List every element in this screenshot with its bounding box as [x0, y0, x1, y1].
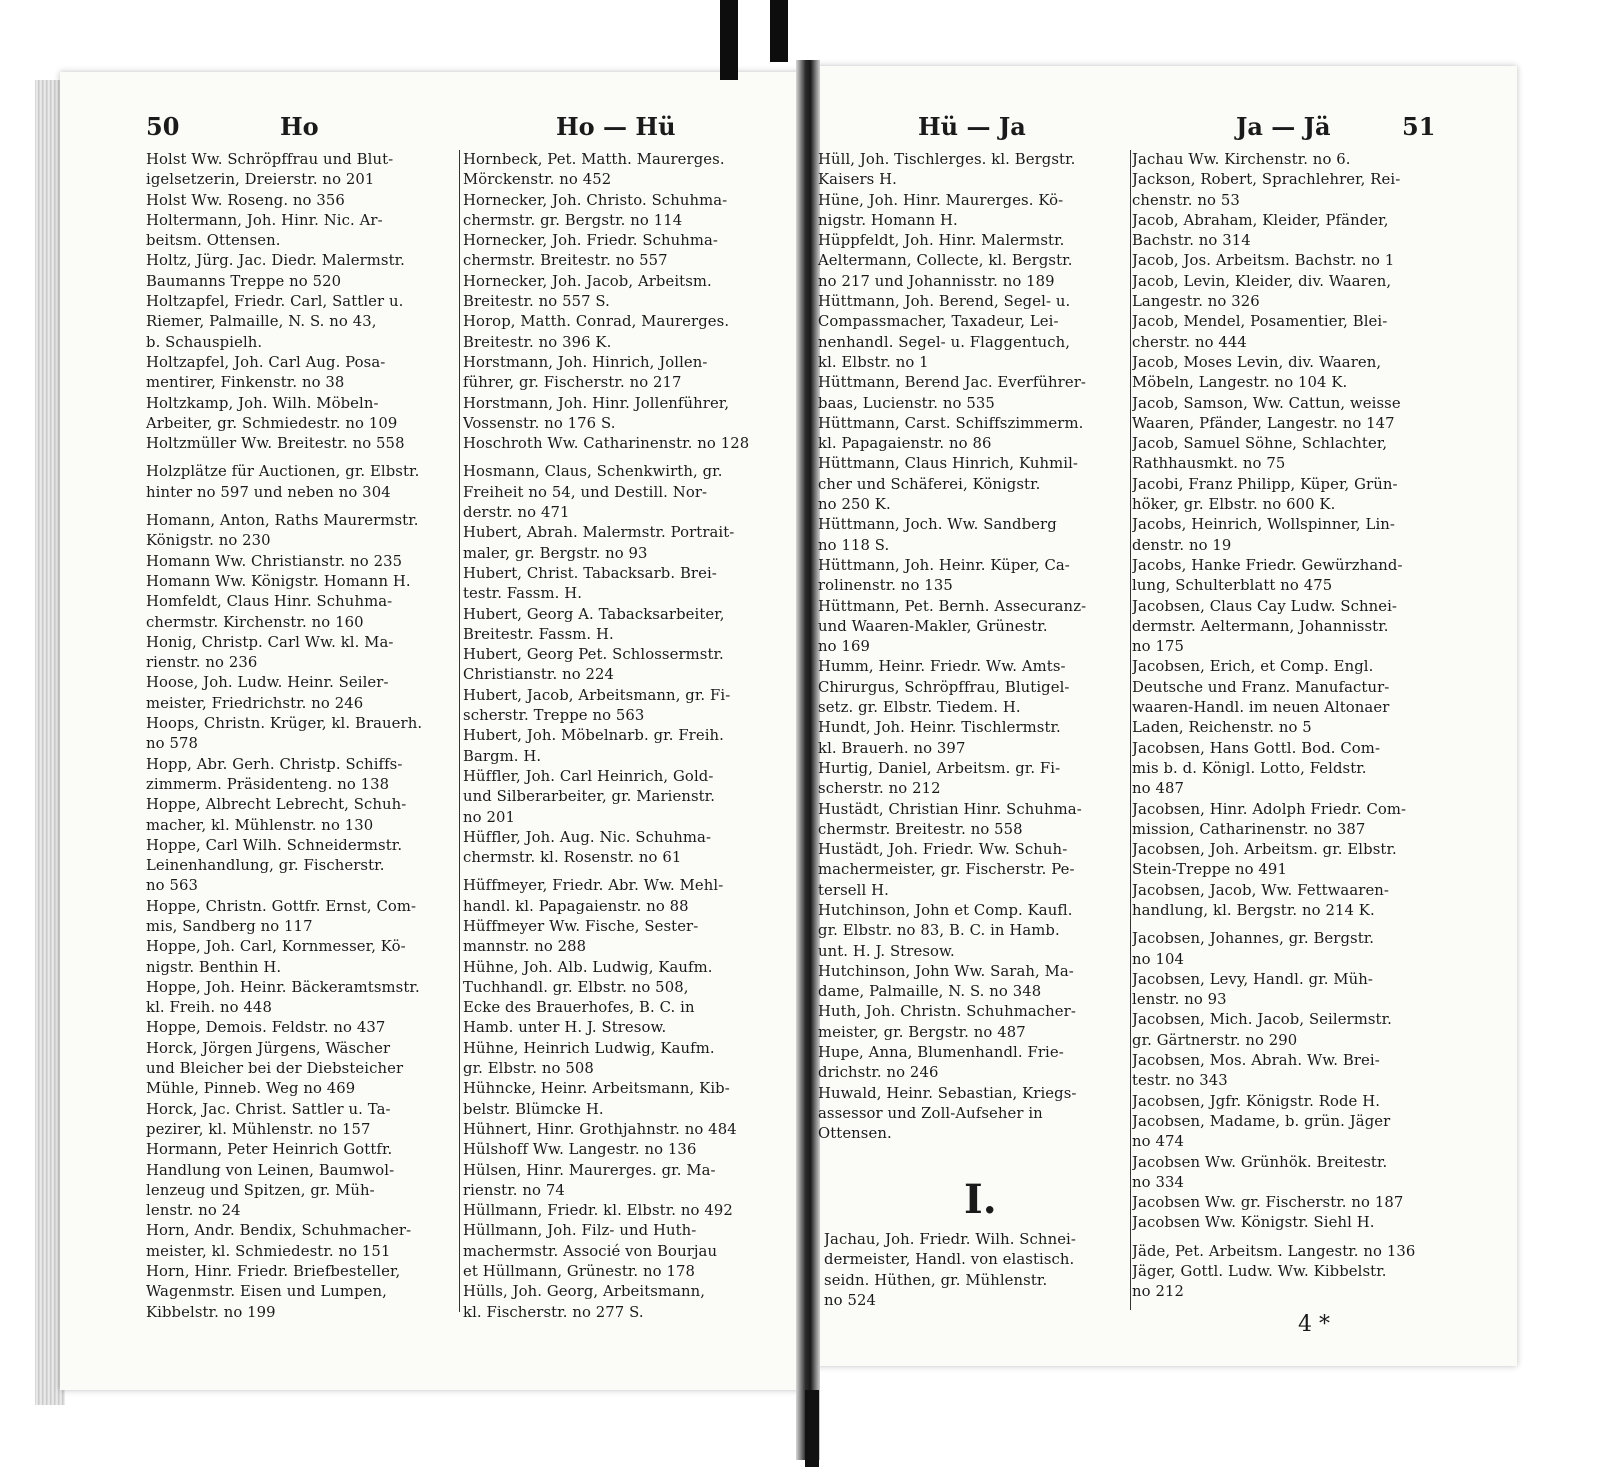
directory-line: testr. no 343: [1132, 1072, 1228, 1090]
directory-line: Jacob, Mendel, Posamentier, Blei-: [1132, 313, 1388, 331]
directory-line: pezirer, kl. Mühlenstr. no 157: [146, 1120, 371, 1138]
directory-line: Baumanns Treppe no 520: [146, 272, 342, 290]
directory-line: b. Schauspielh.: [146, 333, 263, 351]
directory-line: Christianstr. no 224: [463, 666, 615, 684]
directory-line: Hustädt, Christian Hinr. Schuhma-: [818, 800, 1082, 818]
book-gutter: [796, 60, 820, 1460]
directory-line: Holtermann, Joh. Hinr. Nic. Ar-: [146, 211, 383, 229]
directory-line: Hüttmann, Joh. Berend, Segel- u.: [818, 293, 1071, 311]
directory-line: Hüttmann, Joh. Heinr. Küper, Ca-: [818, 556, 1070, 574]
directory-line: mis b. d. Königl. Lotto, Feldstr.: [1132, 759, 1367, 777]
directory-line: Jachau, Joh. Friedr. Wilh. Schnei-: [824, 1231, 1076, 1248]
left-col2-head: Ho — Hü: [556, 112, 676, 141]
directory-line: derstr. no 471: [463, 504, 570, 522]
directory-line: Jäde, Pet. Arbeitsm. Langestr. no 136: [1132, 1242, 1416, 1260]
directory-line: Königstr. no 230: [146, 532, 271, 550]
directory-line: et Hüllmann, Grünestr. no 178: [463, 1263, 696, 1281]
directory-line: und Bleicher bei der Diebsteicher: [146, 1060, 404, 1078]
directory-line: gr. Elbstr. no 83, B. C. in Hamb.: [818, 922, 1060, 940]
directory-line: Hubert, Abrah. Malermstr. Portrait-: [463, 524, 735, 542]
directory-line: Hoppe, Demois. Feldstr. no 437: [146, 1019, 386, 1037]
right-page-number: 51: [1402, 112, 1436, 141]
directory-line: Hormann, Peter Heinrich Gottfr.: [146, 1141, 393, 1159]
directory-line: macher, kl. Mühlenstr. no 130: [146, 816, 374, 834]
directory-line: mission, Catharinenstr. no 387: [1132, 820, 1366, 838]
directory-line: dermstr. Aeltermann, Johannisstr.: [1132, 617, 1389, 635]
directory-line: no 175: [1132, 638, 1184, 656]
directory-line: machermeister, gr. Fischerstr. Pe-: [818, 861, 1075, 879]
directory-line: chermstr. kl. Rosenstr. no 61: [463, 849, 682, 867]
directory-line: Breitestr. no 557 S.: [463, 293, 610, 311]
directory-line: und Waaren-Makler, Grünestr.: [818, 617, 1048, 635]
directory-line: baas, Lucienstr. no 535: [818, 394, 995, 412]
directory-line: nigstr. Benthin H.: [146, 958, 282, 976]
directory-line: no 563: [146, 877, 198, 895]
bookmark-ribbon: [770, 0, 788, 62]
entry-gap: [1132, 921, 1440, 929]
directory-line: gr. Elbstr. no 508: [463, 1060, 594, 1078]
directory-line: kl. Papagaienstr. no 86: [818, 435, 992, 453]
directory-line: Hosmann, Claus, Schenkwirth, gr.: [463, 463, 723, 481]
directory-line: no 578: [146, 735, 198, 753]
directory-line: Vossenstr. no 176 S.: [463, 414, 616, 432]
directory-line: Jacobsen, Jacob, Ww. Fettwaaren-: [1132, 881, 1390, 899]
directory-line: Jacobsen, Madame, b. grün. Jäger: [1132, 1112, 1391, 1130]
directory-line: kl. Freih. no 448: [146, 999, 272, 1017]
directory-line: Holzplätze für Auctionen, gr. Elbstr.: [146, 463, 420, 481]
directory-line: mentirer, Finkenstr. no 38: [146, 374, 345, 392]
directory-line: cherstr. no 444: [1132, 333, 1247, 351]
directory-line: Riemer, Palmaille, N. S. no 43,: [146, 313, 377, 331]
directory-line: Hoppe, Joh. Heinr. Bäckeramtsmstr.: [146, 978, 420, 996]
entry-gap: [463, 868, 788, 876]
directory-line: Holtz, Jürg. Jac. Diedr. Malermstr.: [146, 252, 405, 270]
directory-line: Holtzapfel, Friedr. Carl, Sattler u.: [146, 293, 404, 311]
directory-line: Jacobsen, Joh. Arbeitsm. gr. Elbstr.: [1132, 841, 1397, 859]
right-col2-head: Ja — Jä: [1236, 112, 1331, 141]
directory-line: Hüffmeyer, Friedr. Abr. Ww. Mehl-: [463, 877, 724, 895]
directory-line: Waaren, Pfänder, Langestr. no 147: [1132, 414, 1395, 432]
entry-gap: [146, 454, 461, 462]
directory-line: Horck, Jac. Christ. Sattler u. Ta-: [146, 1100, 391, 1118]
directory-line: Homann Ww. Königstr. Homann H.: [146, 572, 411, 590]
directory-line: Leinenhandlung, gr. Fischerstr.: [146, 857, 385, 875]
directory-line: no 104: [1132, 950, 1184, 968]
directory-line: Jäger, Gottl. Ludw. Ww. Kibbelstr.: [1132, 1263, 1387, 1281]
directory-line: Jacob, Samuel Söhne, Schlachter,: [1132, 435, 1388, 453]
directory-line: Hupe, Anna, Blumenhandl. Frie-: [818, 1044, 1064, 1062]
directory-line: Hüttmann, Berend Jac. Everführer-: [818, 374, 1086, 392]
directory-line: Hühncke, Heinr. Arbeitsmann, Kib-: [463, 1080, 730, 1098]
directory-line: Mörckenstr. no 452: [463, 171, 612, 189]
directory-line: rolinenstr. no 135: [818, 577, 953, 595]
directory-line: tersell H.: [818, 881, 889, 899]
directory-line: höker, gr. Elbstr. no 600 K.: [1132, 496, 1336, 514]
directory-line: no 334: [1132, 1173, 1184, 1191]
directory-line: Horn, Hinr. Friedr. Briefbesteller,: [146, 1263, 401, 1281]
directory-line: Hubert, Joh. Möbelnarb. gr. Freih.: [463, 727, 724, 745]
directory-line: meister, Friedrichstr. no 246: [146, 694, 364, 712]
entry-gap: [1132, 1234, 1440, 1242]
directory-line: gr. Gärtnerstr. no 290: [1132, 1031, 1298, 1049]
directory-line: Laden, Reichenstr. no 5: [1132, 719, 1312, 737]
directory-line: beitsm. Ottensen.: [146, 232, 281, 250]
directory-column-2: [463, 150, 788, 1323]
directory-line: Jacobsen, Hinr. Adolph Friedr. Com-: [1132, 800, 1407, 818]
directory-line: Homann, Anton, Raths Maurermstr.: [146, 512, 419, 530]
directory-line: no 250 K.: [818, 496, 891, 514]
directory-line: machermstr. Associé von Bourjau: [463, 1242, 718, 1260]
directory-line: Homfeldt, Claus Hinr. Schuhma-: [146, 593, 393, 611]
directory-line: Breitestr. no 396 K.: [463, 333, 612, 351]
directory-line: Hoppe, Albrecht Lebrecht, Schuh-: [146, 796, 407, 814]
directory-line: chermstr. gr. Bergstr. no 114: [463, 211, 683, 229]
directory-line: Jacob, Moses Levin, div. Waaren,: [1132, 353, 1382, 371]
directory-line: chenstr. no 53: [1132, 191, 1240, 209]
directory-line: Hüttmann, Pet. Bernh. Assecuranz-: [818, 597, 1087, 615]
directory-line: igelsetzerin, Dreierstr. no 201: [146, 171, 375, 189]
directory-line: Hubert, Georg Pet. Schlossermstr.: [463, 646, 724, 664]
directory-line: handlung, kl. Bergstr. no 214 K.: [1132, 901, 1375, 919]
directory-line: mis, Sandberg no 117: [146, 917, 313, 935]
directory-line: meister, gr. Bergstr. no 487: [818, 1023, 1026, 1041]
directory-line: no 169: [818, 638, 870, 656]
directory-line: mannstr. no 288: [463, 938, 587, 956]
directory-line: Jacobs, Heinrich, Wollspinner, Lin-: [1132, 516, 1396, 534]
directory-line: Hüttmann, Carst. Schiffszimmerm.: [818, 414, 1084, 432]
section-entry: [824, 1230, 1139, 1311]
directory-line: Hamb. unter H. J. Stresow.: [463, 1019, 667, 1037]
directory-line: Jacobsen, Levy, Handl. gr. Müh-: [1132, 970, 1373, 988]
directory-line: hinter no 597 und neben no 304: [146, 483, 391, 501]
directory-line: Horop, Matth. Conrad, Maurerges.: [463, 313, 730, 331]
directory-line: Kaisers H.: [818, 171, 897, 189]
directory-line: Chirurgus, Schröpffrau, Blutigel-: [818, 678, 1070, 696]
left-running-head: Ho: [280, 112, 319, 141]
entry-gap: [146, 503, 461, 511]
directory-line: scherstr. no 212: [818, 780, 941, 798]
directory-line: Huwald, Heinr. Sebastian, Kriegs-: [818, 1084, 1077, 1102]
directory-line: Hornecker, Joh. Christo. Schuhma-: [463, 191, 728, 209]
directory-line: Horck, Jörgen Jürgens, Wäscher: [146, 1039, 391, 1057]
directory-line: Jacobsen Ww. Grünhök. Breitestr.: [1132, 1153, 1388, 1171]
directory-line: Horn, Andr. Bendix, Schuhmacher-: [146, 1222, 412, 1240]
directory-line: Holtzmüller Ww. Breitestr. no 558: [146, 435, 405, 453]
directory-column-1: [146, 150, 461, 1323]
directory-line: Jackson, Robert, Sprachlehrer, Rei-: [1132, 171, 1401, 189]
directory-line: Jacobsen, Mos. Abrah. Ww. Brei-: [1132, 1052, 1380, 1070]
directory-line: Stein-Treppe no 491: [1132, 861, 1287, 879]
directory-line: Hüllmann, Friedr. kl. Elbstr. no 492: [463, 1202, 733, 1220]
directory-line: Hüffler, Joh. Aug. Nic. Schuhma-: [463, 828, 712, 846]
directory-line: Hornecker, Joh. Friedr. Schuhma-: [463, 232, 719, 250]
directory-line: kl. Fischerstr. no 277 S.: [463, 1303, 644, 1321]
directory-line: Hühnert, Hinr. Grothjahnstr. no 484: [463, 1120, 737, 1138]
directory-line: Humm, Heinr. Friedr. Ww. Amts-: [818, 658, 1066, 676]
directory-line: Hundt, Joh. Heinr. Tischlermstr.: [818, 719, 1061, 737]
directory-line: Wagenmstr. Eisen und Lumpen,: [146, 1283, 387, 1301]
directory-line: denstr. no 19: [1132, 536, 1232, 554]
directory-line: meister, kl. Schmiedestr. no 151: [146, 1242, 391, 1260]
directory-line: Jachau Ww. Kirchenstr. no 6.: [1132, 151, 1351, 168]
directory-line: lenzeug und Spitzen, gr. Müh-: [146, 1181, 375, 1199]
directory-line: no 201: [463, 808, 515, 826]
directory-line: Jacobsen, Mich. Jacob, Seilermstr.: [1132, 1011, 1392, 1029]
directory-line: waaren-Handl. im neuen Altonaer: [1132, 699, 1390, 717]
directory-line: no 487: [1132, 780, 1184, 798]
directory-line: Hüttmann, Claus Hinrich, Kuhmil-: [818, 455, 1079, 473]
directory-line: und Silberarbeiter, gr. Marienstr.: [463, 788, 716, 806]
directory-line: Jacob, Levin, Kleider, div. Waaren,: [1132, 272, 1392, 290]
directory-line: Freiheit no 54, und Destill. Nor-: [463, 483, 708, 501]
directory-line: setz. gr. Elbstr. Tiedem. H.: [818, 699, 1021, 717]
directory-line: Hurtig, Daniel, Arbeitsm. gr. Fi-: [818, 759, 1061, 777]
directory-line: assessor und Zoll-Aufseher in: [818, 1104, 1043, 1122]
directory-line: Horstmann, Joh. Hinrich, Jollen-: [463, 353, 708, 371]
directory-line: Jacob, Abraham, Kleider, Pfänder,: [1132, 211, 1389, 229]
directory-line: Hüffler, Joh. Carl Heinrich, Gold-: [463, 767, 714, 785]
directory-line: Bargm. H.: [463, 747, 542, 765]
directory-line: no 474: [1132, 1133, 1184, 1151]
directory-line: Hutchinson, John et Comp. Kaufl.: [818, 901, 1073, 919]
directory-line: Hornecker, Joh. Jacob, Arbeitsm.: [463, 272, 712, 290]
directory-line: Horstmann, Joh. Hinr. Jollenführer,: [463, 394, 730, 412]
directory-line: Hüffmeyer Ww. Fische, Sester-: [463, 917, 699, 935]
directory-line: Huth, Joh. Christn. Schuhmacher-: [818, 1003, 1076, 1021]
directory-line: unt. H. J. Stresow.: [818, 942, 955, 960]
directory-line: Hüppfeldt, Joh. Hinr. Malermstr.: [818, 232, 1065, 250]
directory-line: Jacobsen, Johannes, gr. Bergstr.: [1132, 930, 1375, 948]
directory-line: nenhandl. Segel- u. Flaggentuch,: [818, 333, 1071, 351]
directory-line: Hoschroth Ww. Catharinenstr. no 128: [463, 435, 750, 453]
directory-line: scherstr. Treppe no 563: [463, 707, 645, 725]
directory-column-3: [818, 150, 1133, 1145]
directory-line: Jacobs, Hanke Friedr. Gewürzhand-: [1132, 556, 1403, 574]
directory-line: Hubert, Georg A. Tabacksarbeiter,: [463, 605, 725, 623]
directory-line: Hüll, Joh. Tischlerges. kl. Bergstr.: [818, 151, 1076, 168]
directory-line: Arbeiter, gr. Schmiedestr. no 109: [146, 414, 398, 432]
directory-line: Ecke des Brauerhofes, B. C. in: [463, 999, 695, 1017]
directory-line: Hoppe, Carl Wilh. Schneidermstr.: [146, 836, 403, 854]
directory-line: Aeltermann, Collecte, kl. Bergstr.: [818, 252, 1073, 270]
directory-line: Hüttmann, Joch. Ww. Sandberg: [818, 516, 1057, 534]
directory-column-4: [1132, 150, 1440, 1303]
directory-line: Hoppe, Joh. Carl, Kornmesser, Kö-: [146, 938, 406, 956]
directory-line: Breitestr. Fassm. H.: [463, 625, 614, 643]
directory-line: Hutchinson, John Ww. Sarah, Ma-: [818, 962, 1074, 980]
directory-line: testr. Fassm. H.: [463, 585, 583, 603]
directory-line: Jacobsen, Hans Gottl. Bod. Com-: [1132, 739, 1381, 757]
directory-line: Jacobsen, Claus Cay Ludw. Schnei-: [1132, 597, 1398, 615]
directory-line: Jacob, Samson, Ww. Cattun, weisse: [1132, 394, 1401, 412]
directory-line: Hüne, Joh. Hinr. Maurerges. Kö-: [818, 191, 1064, 209]
directory-line: dame, Palmaille, N. S. no 348: [818, 983, 1042, 1001]
directory-line: rienstr. no 74: [463, 1181, 565, 1199]
directory-line: Deutsche und Franz. Manufactur-: [1132, 678, 1390, 696]
directory-line: chermstr. Kirchenstr. no 160: [146, 613, 364, 631]
book-gutter-shadow: [805, 1390, 819, 1467]
directory-line: Hustädt, Joh. Friedr. Ww. Schuh-: [818, 841, 1068, 859]
directory-line: Hornbeck, Pet. Matth. Maurerges.: [463, 151, 725, 168]
directory-line: Jacobsen Ww. Königstr. Siehl H.: [1132, 1214, 1375, 1232]
directory-line: Hoops, Christn. Krüger, kl. Brauerh.: [146, 715, 423, 733]
directory-line: lenstr. no 24: [146, 1202, 241, 1220]
directory-line: Honig, Christp. Carl Ww. kl. Ma-: [146, 633, 394, 651]
directory-line: Jacob, Jos. Arbeitsm. Bachstr. no 1: [1132, 252, 1395, 270]
directory-line: Jacobi, Franz Philipp, Küper, Grün-: [1132, 475, 1398, 493]
directory-line: Holst Ww. Roseng. no 356: [146, 191, 345, 209]
directory-line: Hülshoff Ww. Langestr. no 136: [463, 1141, 697, 1159]
directory-line: Hüllmann, Joh. Filz- und Huth-: [463, 1222, 697, 1240]
directory-line: Tuchhandl. gr. Elbstr. no 508,: [463, 978, 689, 996]
directory-line: Langestr. no 326: [1132, 293, 1260, 311]
directory-line: Hühne, Joh. Alb. Ludwig, Kaufm.: [463, 958, 713, 976]
directory-line: no 217 und Johannisstr. no 189: [818, 272, 1055, 290]
directory-line: seidn. Hüthen, gr. Mühlenstr.: [824, 1271, 1048, 1289]
entry-gap: [463, 454, 788, 462]
signature-mark: 4 *: [1298, 1312, 1330, 1337]
directory-line: Compassmacher, Taxadeur, Lei-: [818, 313, 1059, 331]
directory-line: Hopp, Abr. Gerh. Christp. Schiffs-: [146, 755, 403, 773]
directory-line: Hubert, Christ. Tabacksarb. Brei-: [463, 564, 717, 582]
bookmark-ribbon: [720, 0, 738, 80]
directory-line: führer, gr. Fischerstr. no 217: [463, 374, 682, 392]
directory-line: lenstr. no 93: [1132, 991, 1227, 1009]
directory-line: zimmerm. Präsidenteng. no 138: [146, 775, 390, 793]
directory-line: Mühle, Pinneb. Weg no 469: [146, 1080, 356, 1098]
directory-line: rienstr. no 236: [146, 654, 258, 672]
directory-line: handl. kl. Papagaienstr. no 88: [463, 897, 689, 915]
directory-line: belstr. Blümcke H.: [463, 1100, 604, 1118]
directory-line: kl. Brauerh. no 397: [818, 739, 966, 757]
directory-line: Hülls, Joh. Georg, Arbeitsmann,: [463, 1283, 706, 1301]
directory-line: chermstr. Breitestr. no 557: [463, 252, 668, 270]
directory-line: Hubert, Jacob, Arbeitsmann, gr. Fi-: [463, 686, 731, 704]
directory-line: Jacobsen, Jgfr. Königstr. Rode H.: [1132, 1092, 1381, 1110]
directory-line: Jacobsen, Erich, et Comp. Engl.: [1132, 658, 1374, 676]
directory-line: Hühne, Heinrich Ludwig, Kaufm.: [463, 1039, 715, 1057]
left-page-number: 50: [146, 112, 180, 141]
directory-line: no 524: [824, 1291, 876, 1309]
directory-line: Holst Ww. Schröpffrau und Blut-: [146, 151, 394, 168]
directory-line: Hoose, Joh. Ludw. Heinr. Seiler-: [146, 674, 389, 692]
directory-line: Holtzkamp, Joh. Wilh. Möbeln-: [146, 394, 379, 412]
directory-line: Rathhausmkt. no 75: [1132, 455, 1286, 473]
directory-line: Kibbelstr. no 199: [146, 1303, 276, 1321]
directory-line: nigstr. Homann H.: [818, 211, 958, 229]
section-letter: I.: [964, 1176, 997, 1223]
directory-line: dermeister, Handl. von elastisch.: [824, 1251, 1075, 1269]
directory-line: Handlung von Leinen, Baumwol-: [146, 1161, 395, 1179]
directory-line: Holtzapfel, Joh. Carl Aug. Posa-: [146, 353, 386, 371]
directory-line: drichstr. no 246: [818, 1064, 939, 1082]
directory-line: chermstr. Breitestr. no 558: [818, 820, 1023, 838]
directory-line: no 212: [1132, 1283, 1184, 1301]
right-col1-head: Hü — Ja: [918, 112, 1026, 141]
directory-line: Jacobsen Ww. gr. Fischerstr. no 187: [1132, 1194, 1404, 1212]
directory-line: Möbeln, Langestr. no 104 K.: [1132, 374, 1348, 392]
directory-line: Ottensen.: [818, 1125, 892, 1143]
directory-line: maler, gr. Bergstr. no 93: [463, 544, 648, 562]
directory-line: Homann Ww. Christianstr. no 235: [146, 552, 403, 570]
directory-line: Bachstr. no 314: [1132, 232, 1251, 250]
directory-line: Hoppe, Christn. Gottfr. Ernst, Com-: [146, 897, 417, 915]
directory-line: kl. Elbstr. no 1: [818, 353, 929, 371]
directory-line: lung, Schulterblatt no 475: [1132, 577, 1333, 595]
directory-line: Hülsen, Hinr. Maurerges. gr. Ma-: [463, 1161, 716, 1179]
directory-line: no 118 S.: [818, 536, 890, 554]
directory-line: cher und Schäferei, Königstr.: [818, 475, 1041, 493]
